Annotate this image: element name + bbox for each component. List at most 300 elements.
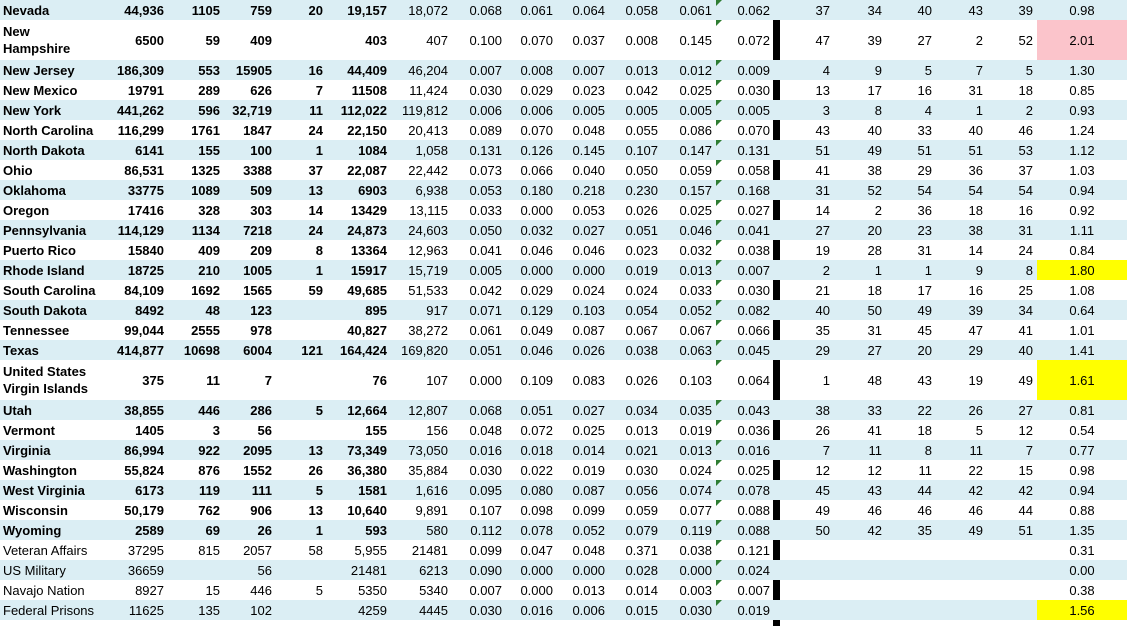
rank-cell[interactable] xyxy=(834,500,886,520)
table-cell[interactable] xyxy=(557,280,609,300)
rank-cell[interactable] xyxy=(987,600,1037,620)
table-cell[interactable] xyxy=(609,0,662,20)
table-cell[interactable] xyxy=(452,20,506,60)
table-cell[interactable] xyxy=(557,460,609,480)
row-label[interactable]: Washington xyxy=(3,462,77,478)
rank-cell[interactable] xyxy=(886,20,936,60)
row-label[interactable]: Rhode Island xyxy=(3,262,85,278)
table-cell[interactable] xyxy=(276,160,327,180)
table-cell[interactable] xyxy=(716,60,774,80)
rank-cell[interactable] xyxy=(780,360,834,400)
table-cell[interactable] xyxy=(662,140,716,160)
row-label[interactable]: New York xyxy=(3,102,62,118)
table-cell[interactable] xyxy=(95,0,168,20)
table-cell[interactable] xyxy=(168,80,224,100)
table-cell[interactable] xyxy=(95,280,168,300)
table-cell[interactable] xyxy=(327,0,391,20)
rank-cell[interactable] xyxy=(936,320,987,340)
table-cell[interactable] xyxy=(276,440,327,460)
rank-cell[interactable] xyxy=(987,120,1037,140)
table-cell[interactable] xyxy=(391,240,452,260)
rank-cell[interactable] xyxy=(780,120,834,140)
rank-cell[interactable] xyxy=(886,80,936,100)
rank-cell[interactable] xyxy=(834,460,886,480)
row-label[interactable]: New Jersey xyxy=(3,62,75,78)
table-cell[interactable] xyxy=(506,560,557,580)
table-cell[interactable] xyxy=(391,580,452,600)
rank-cell[interactable] xyxy=(936,100,987,120)
table-cell[interactable] xyxy=(609,140,662,160)
rank-cell[interactable] xyxy=(780,320,834,340)
rank-cell[interactable] xyxy=(780,20,834,60)
ratio-cell[interactable] xyxy=(1037,480,1127,500)
table-cell[interactable] xyxy=(95,180,168,200)
table-cell[interactable] xyxy=(224,180,276,200)
rank-cell[interactable] xyxy=(987,220,1037,240)
table-cell[interactable] xyxy=(168,320,224,340)
table-cell[interactable] xyxy=(662,340,716,360)
rank-cell[interactable] xyxy=(936,20,987,60)
table-cell[interactable] xyxy=(95,500,168,520)
rank-cell[interactable] xyxy=(834,60,886,80)
table-cell[interactable] xyxy=(327,540,391,560)
table-cell[interactable] xyxy=(716,280,774,300)
rank-cell[interactable] xyxy=(834,160,886,180)
table-cell[interactable] xyxy=(327,300,391,320)
table-cell[interactable] xyxy=(506,460,557,480)
table-cell[interactable] xyxy=(716,20,774,60)
table-cell[interactable] xyxy=(557,360,609,400)
table-cell[interactable] xyxy=(224,560,276,580)
table-cell[interactable] xyxy=(716,100,774,120)
table-cell[interactable] xyxy=(452,480,506,500)
table-cell[interactable] xyxy=(276,480,327,500)
table-cell[interactable] xyxy=(452,540,506,560)
rank-cell[interactable] xyxy=(834,400,886,420)
table-cell[interactable] xyxy=(609,600,662,620)
table-cell[interactable] xyxy=(716,0,774,20)
table-cell[interactable] xyxy=(391,100,452,120)
ratio-cell[interactable] xyxy=(1037,200,1127,220)
row-label[interactable]: South Dakota xyxy=(3,302,87,318)
table-cell[interactable] xyxy=(716,480,774,500)
table-cell[interactable] xyxy=(716,500,774,520)
rank-cell[interactable] xyxy=(886,140,936,160)
table-cell[interactable] xyxy=(557,0,609,20)
table-cell[interactable] xyxy=(391,540,452,560)
table-cell[interactable] xyxy=(224,500,276,520)
table-cell[interactable] xyxy=(327,600,391,620)
table-cell[interactable] xyxy=(662,260,716,280)
table-cell[interactable] xyxy=(327,460,391,480)
table-cell[interactable] xyxy=(716,320,774,340)
rank-cell[interactable] xyxy=(987,0,1037,20)
rank-cell[interactable] xyxy=(987,100,1037,120)
rank-cell[interactable] xyxy=(987,440,1037,460)
table-cell[interactable] xyxy=(168,600,224,620)
table-cell[interactable] xyxy=(391,80,452,100)
rank-cell[interactable] xyxy=(987,360,1037,400)
rank-cell[interactable] xyxy=(886,220,936,240)
table-cell[interactable] xyxy=(168,60,224,80)
rank-cell[interactable] xyxy=(886,440,936,460)
row-label[interactable]: Oregon xyxy=(3,202,50,218)
table-cell[interactable] xyxy=(452,420,506,440)
table-cell[interactable] xyxy=(327,140,391,160)
ratio-cell[interactable] xyxy=(1037,420,1127,440)
rank-cell[interactable] xyxy=(780,340,834,360)
table-cell[interactable] xyxy=(391,180,452,200)
table-cell[interactable] xyxy=(224,460,276,480)
row-label[interactable]: US Military xyxy=(3,562,66,578)
table-cell[interactable] xyxy=(276,460,327,480)
table-cell[interactable] xyxy=(662,120,716,140)
row-label[interactable]: Virginia xyxy=(3,442,51,458)
table-cell[interactable] xyxy=(327,440,391,460)
row-label[interactable]: Ohio xyxy=(3,162,33,178)
table-cell[interactable] xyxy=(224,120,276,140)
table-cell[interactable] xyxy=(557,180,609,200)
table-cell[interactable] xyxy=(452,260,506,280)
table-cell[interactable] xyxy=(609,340,662,360)
table-cell[interactable] xyxy=(609,560,662,580)
rank-cell[interactable] xyxy=(780,460,834,480)
ratio-cell[interactable] xyxy=(1037,220,1127,240)
table-cell[interactable] xyxy=(224,540,276,560)
rank-cell[interactable] xyxy=(834,420,886,440)
table-cell[interactable] xyxy=(276,540,327,560)
rank-cell[interactable] xyxy=(780,160,834,180)
rank-cell[interactable] xyxy=(886,420,936,440)
rank-cell[interactable] xyxy=(936,460,987,480)
row-label[interactable]: Vermont xyxy=(3,422,56,438)
row-label[interactable]: Wyoming xyxy=(3,522,62,538)
table-cell[interactable] xyxy=(224,140,276,160)
table-cell[interactable] xyxy=(276,400,327,420)
table-cell[interactable] xyxy=(662,540,716,560)
table-cell[interactable] xyxy=(662,220,716,240)
table-cell[interactable] xyxy=(391,440,452,460)
rank-cell[interactable] xyxy=(886,160,936,180)
table-cell[interactable] xyxy=(391,420,452,440)
table-cell[interactable] xyxy=(276,60,327,80)
table-cell[interactable] xyxy=(452,180,506,200)
table-cell[interactable] xyxy=(276,20,327,60)
table-cell[interactable] xyxy=(557,140,609,160)
table-cell[interactable] xyxy=(276,100,327,120)
rank-cell[interactable] xyxy=(780,420,834,440)
table-cell[interactable] xyxy=(391,260,452,280)
rank-cell[interactable] xyxy=(987,460,1037,480)
ratio-cell[interactable] xyxy=(1037,440,1127,460)
table-cell[interactable] xyxy=(557,80,609,100)
table-cell[interactable] xyxy=(716,600,774,620)
table-cell[interactable] xyxy=(391,120,452,140)
rank-cell[interactable] xyxy=(987,280,1037,300)
table-cell[interactable] xyxy=(609,220,662,240)
rank-cell[interactable] xyxy=(936,120,987,140)
row-label[interactable]: New Mexico xyxy=(3,82,78,98)
rank-cell[interactable] xyxy=(886,320,936,340)
table-cell[interactable] xyxy=(276,500,327,520)
ratio-cell[interactable] xyxy=(1037,120,1127,140)
table-cell[interactable] xyxy=(276,420,327,440)
rank-cell[interactable] xyxy=(834,360,886,400)
table-cell[interactable] xyxy=(327,120,391,140)
table-cell[interactable] xyxy=(168,520,224,540)
table-cell[interactable] xyxy=(95,160,168,180)
table-cell[interactable] xyxy=(391,280,452,300)
table-cell[interactable] xyxy=(716,220,774,240)
table-cell[interactable] xyxy=(327,420,391,440)
table-cell[interactable] xyxy=(95,240,168,260)
table-cell[interactable] xyxy=(716,300,774,320)
table-cell[interactable] xyxy=(224,340,276,360)
table-cell[interactable] xyxy=(716,80,774,100)
table-cell[interactable] xyxy=(168,300,224,320)
table-cell[interactable] xyxy=(276,600,327,620)
table-cell[interactable] xyxy=(662,100,716,120)
table-cell[interactable] xyxy=(716,340,774,360)
rank-cell[interactable] xyxy=(780,200,834,220)
rank-cell[interactable] xyxy=(834,200,886,220)
row-label[interactable]: South Carolina xyxy=(3,282,96,298)
rank-cell[interactable] xyxy=(780,80,834,100)
table-cell[interactable] xyxy=(95,140,168,160)
row-label[interactable]: Oklahoma xyxy=(3,182,66,198)
table-cell[interactable] xyxy=(327,20,391,60)
table-cell[interactable] xyxy=(327,280,391,300)
rank-cell[interactable] xyxy=(834,140,886,160)
table-cell[interactable] xyxy=(452,200,506,220)
rank-cell[interactable] xyxy=(886,600,936,620)
table-cell[interactable] xyxy=(609,240,662,260)
table-cell[interactable] xyxy=(327,260,391,280)
table-cell[interactable] xyxy=(716,360,774,400)
table-cell[interactable] xyxy=(95,400,168,420)
table-cell[interactable] xyxy=(276,220,327,240)
row-label[interactable]: North Dakota xyxy=(3,142,85,158)
table-cell[interactable] xyxy=(391,200,452,220)
rank-cell[interactable] xyxy=(780,240,834,260)
table-cell[interactable] xyxy=(452,300,506,320)
table-cell[interactable] xyxy=(506,60,557,80)
table-cell[interactable] xyxy=(557,480,609,500)
table-cell[interactable] xyxy=(506,200,557,220)
rank-cell[interactable] xyxy=(780,260,834,280)
table-cell[interactable] xyxy=(224,240,276,260)
row-label[interactable]: Veteran Affairs xyxy=(3,542,88,558)
rank-cell[interactable] xyxy=(886,480,936,500)
table-cell[interactable] xyxy=(716,400,774,420)
table-cell[interactable] xyxy=(506,440,557,460)
table-cell[interactable] xyxy=(95,80,168,100)
table-cell[interactable] xyxy=(557,240,609,260)
row-label[interactable]: Puerto Rico xyxy=(3,242,76,258)
rank-cell[interactable] xyxy=(780,220,834,240)
table-cell[interactable] xyxy=(716,540,774,560)
table-cell[interactable] xyxy=(452,240,506,260)
table-cell[interactable] xyxy=(662,320,716,340)
rank-cell[interactable] xyxy=(834,600,886,620)
table-cell[interactable] xyxy=(452,360,506,400)
table-cell[interactable] xyxy=(224,100,276,120)
table-cell[interactable] xyxy=(391,500,452,520)
table-cell[interactable] xyxy=(506,540,557,560)
rank-cell[interactable] xyxy=(886,260,936,280)
rank-cell[interactable] xyxy=(834,20,886,60)
table-cell[interactable] xyxy=(609,420,662,440)
rank-cell[interactable] xyxy=(780,280,834,300)
table-cell[interactable] xyxy=(168,560,224,580)
ratio-cell[interactable] xyxy=(1037,300,1127,320)
table-cell[interactable] xyxy=(452,220,506,240)
rank-cell[interactable] xyxy=(834,300,886,320)
table-cell[interactable] xyxy=(276,320,327,340)
table-cell[interactable] xyxy=(557,200,609,220)
table-cell[interactable] xyxy=(327,240,391,260)
ratio-cell[interactable] xyxy=(1037,60,1127,80)
rank-cell[interactable] xyxy=(936,600,987,620)
table-cell[interactable] xyxy=(391,140,452,160)
table-cell[interactable] xyxy=(224,260,276,280)
rank-cell[interactable] xyxy=(780,100,834,120)
table-cell[interactable] xyxy=(557,580,609,600)
rank-cell[interactable] xyxy=(834,540,886,560)
table-cell[interactable] xyxy=(224,0,276,20)
rank-cell[interactable] xyxy=(936,60,987,80)
table-cell[interactable] xyxy=(95,60,168,80)
table-cell[interactable] xyxy=(391,520,452,540)
rank-cell[interactable] xyxy=(987,160,1037,180)
rank-cell[interactable] xyxy=(936,280,987,300)
table-cell[interactable] xyxy=(276,120,327,140)
table-cell[interactable] xyxy=(506,100,557,120)
table-cell[interactable] xyxy=(506,360,557,400)
table-cell[interactable] xyxy=(662,460,716,480)
table-cell[interactable] xyxy=(557,400,609,420)
table-cell[interactable] xyxy=(662,160,716,180)
rank-cell[interactable] xyxy=(780,60,834,80)
rank-cell[interactable] xyxy=(936,400,987,420)
table-cell[interactable] xyxy=(662,420,716,440)
rank-cell[interactable] xyxy=(886,560,936,580)
table-cell[interactable] xyxy=(506,480,557,500)
table-cell[interactable] xyxy=(95,260,168,280)
rank-cell[interactable] xyxy=(987,400,1037,420)
table-cell[interactable] xyxy=(168,440,224,460)
table-cell[interactable] xyxy=(506,280,557,300)
table-cell[interactable] xyxy=(168,180,224,200)
rank-cell[interactable] xyxy=(886,500,936,520)
rank-cell[interactable] xyxy=(936,0,987,20)
table-cell[interactable] xyxy=(662,60,716,80)
ratio-cell[interactable] xyxy=(1037,520,1127,540)
ratio-cell[interactable] xyxy=(1037,240,1127,260)
table-cell[interactable] xyxy=(662,580,716,600)
table-cell[interactable] xyxy=(506,180,557,200)
rank-cell[interactable] xyxy=(780,540,834,560)
table-cell[interactable] xyxy=(327,80,391,100)
rank-cell[interactable] xyxy=(936,420,987,440)
rank-cell[interactable] xyxy=(936,560,987,580)
table-cell[interactable] xyxy=(557,540,609,560)
table-cell[interactable] xyxy=(662,520,716,540)
table-cell[interactable] xyxy=(327,340,391,360)
table-cell[interactable] xyxy=(391,60,452,80)
rank-cell[interactable] xyxy=(936,300,987,320)
table-cell[interactable] xyxy=(224,400,276,420)
table-cell[interactable] xyxy=(276,520,327,540)
table-cell[interactable] xyxy=(95,360,168,400)
table-cell[interactable] xyxy=(452,140,506,160)
table-cell[interactable] xyxy=(95,220,168,240)
ratio-cell[interactable] xyxy=(1037,320,1127,340)
ratio-cell[interactable] xyxy=(1037,600,1127,620)
table-cell[interactable] xyxy=(557,160,609,180)
table-cell[interactable] xyxy=(716,580,774,600)
table-cell[interactable] xyxy=(391,300,452,320)
rank-cell[interactable] xyxy=(987,200,1037,220)
table-cell[interactable] xyxy=(609,100,662,120)
table-cell[interactable] xyxy=(224,580,276,600)
table-cell[interactable] xyxy=(506,420,557,440)
table-cell[interactable] xyxy=(168,460,224,480)
table-cell[interactable] xyxy=(557,300,609,320)
table-cell[interactable] xyxy=(276,560,327,580)
row-label[interactable]: Utah xyxy=(3,402,32,418)
table-cell[interactable] xyxy=(557,520,609,540)
table-cell[interactable] xyxy=(557,20,609,60)
table-cell[interactable] xyxy=(557,340,609,360)
table-cell[interactable] xyxy=(452,120,506,140)
table-cell[interactable] xyxy=(391,20,452,60)
table-cell[interactable] xyxy=(95,420,168,440)
table-cell[interactable] xyxy=(506,240,557,260)
rank-cell[interactable] xyxy=(886,240,936,260)
table-cell[interactable] xyxy=(716,140,774,160)
rank-cell[interactable] xyxy=(936,220,987,240)
table-cell[interactable] xyxy=(95,320,168,340)
table-cell[interactable] xyxy=(168,160,224,180)
table-cell[interactable] xyxy=(391,560,452,580)
table-cell[interactable] xyxy=(276,180,327,200)
table-cell[interactable] xyxy=(557,500,609,520)
rank-cell[interactable] xyxy=(834,80,886,100)
table-cell[interactable] xyxy=(557,440,609,460)
table-cell[interactable] xyxy=(168,140,224,160)
table-cell[interactable] xyxy=(662,400,716,420)
table-cell[interactable] xyxy=(506,20,557,60)
table-cell[interactable] xyxy=(95,520,168,540)
rank-cell[interactable] xyxy=(886,400,936,420)
rank-cell[interactable] xyxy=(886,300,936,320)
table-cell[interactable] xyxy=(168,360,224,400)
table-cell[interactable] xyxy=(168,220,224,240)
table-cell[interactable] xyxy=(168,340,224,360)
rank-cell[interactable] xyxy=(987,180,1037,200)
rank-cell[interactable] xyxy=(886,580,936,600)
rank-cell[interactable] xyxy=(936,200,987,220)
table-cell[interactable] xyxy=(557,120,609,140)
table-cell[interactable] xyxy=(224,360,276,400)
ratio-cell[interactable] xyxy=(1037,560,1127,580)
rank-cell[interactable] xyxy=(886,280,936,300)
rank-cell[interactable] xyxy=(886,200,936,220)
rank-cell[interactable] xyxy=(834,280,886,300)
ratio-cell[interactable] xyxy=(1037,260,1127,280)
table-cell[interactable] xyxy=(506,140,557,160)
